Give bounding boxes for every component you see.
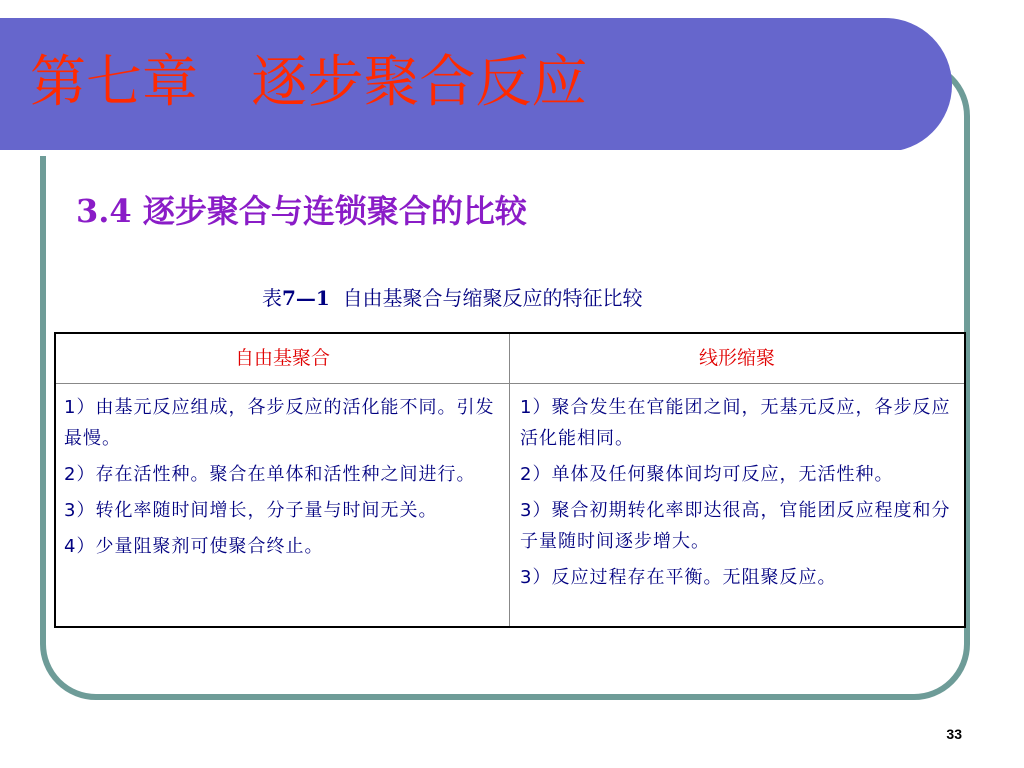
header-linear-polycondensation: 线形缩聚 [698,347,775,369]
section-heading [76,188,527,234]
header-free-radical: 自由基聚合 [234,347,330,369]
table-cell: 1）由基元反应组成，各步反应的活化能不同。引发最慢。 [64,397,495,449]
page-number: 33 [946,726,962,742]
table-cell: 2）单体及任何聚体间均可反应，无活性种。 [520,464,894,485]
table-cell: 3）转化率随时间增长，分子量与时间无关。 [64,500,438,521]
table-cell: 3）聚合初期转化率即达很高，官能团反应程度和分子量随时间逐步增大。 [520,500,951,552]
slide-title: 第七章 逐步聚合反应 [30,50,588,115]
comparison-table [54,332,966,628]
table-caption-text: 自由基聚合与缩聚反应的特征比较 [342,286,643,310]
table-cell: 4）少量阻聚剂可使聚合终止。 [64,536,324,557]
section-number: 3.4 [76,192,132,230]
table-cell: 1）聚合发生在官能团之间，无基元反应，各步反应活化能相同。 [520,397,951,449]
table-caption-number: 7—1 [282,286,330,310]
banner-divider [0,150,906,156]
table-cell: 2）存在活性种。聚合在单体和活性种之间进行。 [64,464,476,485]
table-caption-prefix: 表 [262,286,282,310]
column-free-radical [64,392,500,567]
section-title: 逐步聚合与连锁聚合的比较 [142,192,527,230]
column-linear-polycondensation [520,392,956,598]
table-caption [262,282,822,314]
table-cell: 3）反应过程存在平衡。无阻聚反应。 [520,567,837,588]
table-header-divider [56,383,964,384]
